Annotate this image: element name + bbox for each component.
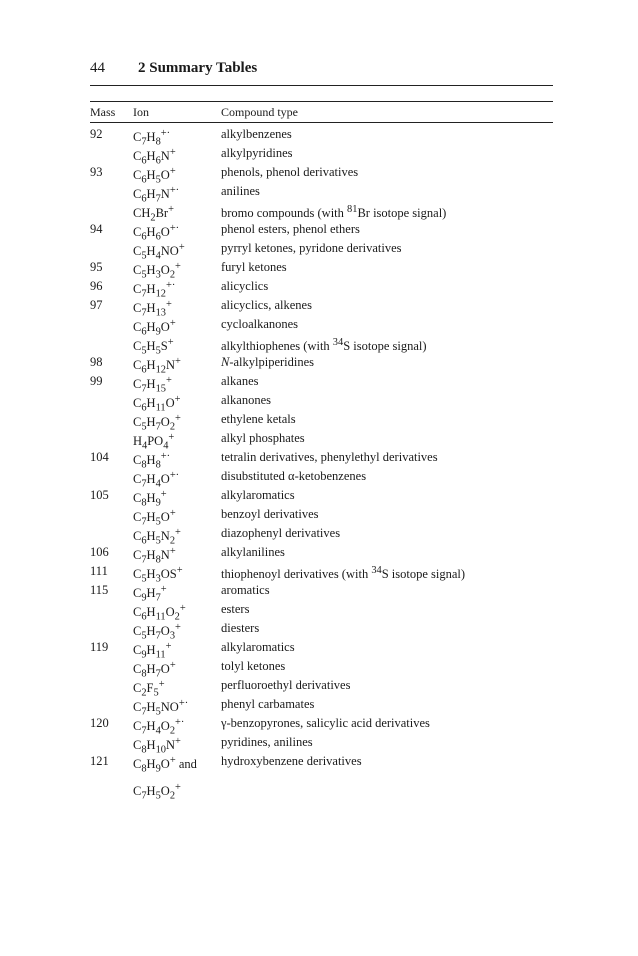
mass-cell: 105 (90, 488, 109, 502)
col-header-type: Compound type (221, 105, 298, 119)
ion-cell: $C_8H_8^{+\cdot}$ (133, 451, 171, 471)
col-header-ion: Ion (133, 105, 149, 119)
table-row (0, 469, 638, 488)
ion-cell: $C_6H_9O^+$ (133, 318, 176, 338)
mass-cell: 120 (90, 716, 109, 730)
table-row (0, 222, 638, 241)
compound-type-cell: perfluoroethyl derivatives (221, 678, 351, 692)
compound-type-cell: tetralin derivatives, phenylethyl derivatives (221, 450, 438, 464)
compound-type-cell: diesters (221, 621, 260, 635)
compound-type-cell: diazophenyl derivatives (221, 526, 341, 540)
compound-type-cell: alkanones (221, 393, 271, 407)
compound-type-cell: esters (221, 602, 250, 616)
ion-cell: $C_7H_{15}^+$ (133, 375, 172, 395)
table-row (0, 564, 638, 583)
mass-cell: 98 (90, 355, 103, 369)
ion-cell: $C_5H_3OS^+$ (133, 565, 183, 585)
mass-cell: 97 (90, 298, 103, 312)
ion-cell: $C_7H_{12}^{+\cdot}$ (133, 280, 176, 300)
table-row (0, 659, 638, 678)
table-header-rule (90, 122, 553, 123)
compound-type-cell: anilines (221, 184, 260, 198)
ion-cell: $C_8H_9^+$ (133, 489, 167, 509)
table-row (0, 488, 638, 507)
compound-type-cell: bromo compounds (with $^{81}$Br isotope signal) (221, 204, 447, 221)
compound-type-cell: alkylbenzenes (221, 127, 292, 141)
table-body (0, 127, 638, 802)
table-row (0, 621, 638, 640)
table-row (0, 735, 638, 754)
header-rule (90, 85, 553, 86)
table-row (0, 241, 638, 260)
table-row (0, 260, 638, 279)
compound-type-cell: alkylaromatics (221, 640, 295, 654)
compound-type-cell: pyridines, anilines (221, 735, 313, 749)
ion-cell: $C_6H_{12}N^+$ (133, 356, 181, 376)
col-header-mass: Mass (90, 105, 116, 119)
table-row (0, 678, 638, 697)
compound-type-cell: tolyl ketones (221, 659, 286, 673)
ion-cell: $C_7H_5O^+$ (133, 508, 176, 528)
table-row (0, 355, 638, 374)
ion-cell: $C_2F_5^+$ (133, 679, 165, 699)
compound-type-cell: benzoyl derivatives (221, 507, 319, 521)
ion-cell: $C_6H_6O^{+\cdot}$ (133, 223, 180, 243)
ion-cell: $C_6H_5O^+$ (133, 166, 176, 186)
compound-type-cell: hydroxybenzene derivatives (221, 754, 362, 768)
mass-cell: 94 (90, 222, 103, 236)
ion-cell: $C_8H_9O^+$ and $C_7H_5O_2^+$ (133, 755, 197, 802)
table-row (0, 184, 638, 203)
compound-type-cell: alkyl phosphates (221, 431, 305, 445)
ion-cell: $H_4PO_4^+$ (133, 432, 175, 452)
table-row (0, 127, 638, 146)
compound-type-cell: alkylthiophenes (with $^{34}$S isotope signal) (221, 337, 427, 354)
ion-cell: $C_7H_4O^{+\cdot}$ (133, 470, 180, 490)
mass-cell: 111 (90, 564, 108, 578)
compound-type-cell: N-alkylpiperidines (221, 355, 315, 369)
table-row (0, 279, 638, 298)
ion-cell: $C_5H_5S^+$ (133, 337, 174, 357)
table-row (0, 146, 638, 165)
table-row (0, 393, 638, 412)
compound-type-cell: furyl ketones (221, 260, 287, 274)
table-row (0, 336, 638, 355)
mass-cell: 92 (90, 127, 103, 141)
compound-type-cell: alkanes (221, 374, 259, 388)
ion-cell: $C_5H_4NO^+$ (133, 242, 185, 262)
compound-type-cell: γ-benzopyrones, salicylic acid derivatives (221, 716, 430, 730)
table-row (0, 640, 638, 659)
table-row (0, 165, 638, 184)
table-row (0, 374, 638, 393)
mass-cell: 106 (90, 545, 109, 559)
table-row (0, 526, 638, 545)
mass-cell: 93 (90, 165, 103, 179)
mass-cell: 119 (90, 640, 109, 654)
table-row (0, 602, 638, 621)
compound-type-cell: phenol esters, phenol ethers (221, 222, 360, 236)
mass-cell: 115 (90, 583, 109, 597)
ion-cell: $C_8H_7O^+$ (133, 660, 176, 680)
ion-cell: $C_6H_7N^{+\cdot}$ (133, 185, 180, 205)
ion-cell: $C_6H_{11}O_2^+$ (133, 603, 186, 623)
mass-cell: 95 (90, 260, 103, 274)
ion-cell: $C_5H_7O_3^+$ (133, 622, 181, 642)
mass-cell: 99 (90, 374, 103, 388)
compound-type-cell: cycloalkanones (221, 317, 299, 331)
compound-type-cell: alkylaromatics (221, 488, 295, 502)
table-row (0, 412, 638, 431)
ion-cell: $C_6H_{11}O^+$ (133, 394, 181, 414)
mass-cell: 121 (90, 754, 109, 768)
table-row (0, 545, 638, 564)
compound-type-cell: pyrryl ketones, pyridone derivatives (221, 241, 402, 255)
ion-cell: $C_9H_{11}^+$ (133, 641, 172, 661)
ion-cell: $C_5H_3O_2^+$ (133, 261, 181, 281)
table-row (0, 431, 638, 450)
compound-type-cell: phenols, phenol derivatives (221, 165, 359, 179)
ion-cell: $C_6H_5N_2^+$ (133, 527, 181, 547)
ion-cell: $CH_2Br^+$ (133, 204, 174, 224)
mass-cell: 104 (90, 450, 109, 464)
table-row (0, 507, 638, 526)
table-row (0, 298, 638, 317)
compound-type-cell: aromatics (221, 583, 270, 597)
ion-cell: $C_7H_4O_2^{+\cdot}$ (133, 717, 185, 737)
table-row (0, 203, 638, 222)
compound-type-cell: alkylanilines (221, 545, 285, 559)
ion-cell: $C_7H_8N^+$ (133, 546, 176, 566)
ion-cell: $C_6H_6N^+$ (133, 147, 176, 167)
table-row (0, 697, 638, 716)
compound-type-cell: alkylpyridines (221, 146, 293, 160)
table-row (0, 754, 638, 802)
table-row (0, 716, 638, 735)
compound-type-cell: alicyclics (221, 279, 269, 293)
table-row (0, 450, 638, 469)
compound-type-cell: disubstituted α-ketobenzenes (221, 469, 367, 483)
mass-cell: 96 (90, 279, 103, 293)
compound-type-cell: alicyclics, alkenes (221, 298, 312, 312)
table-row (0, 583, 638, 602)
ion-cell: $C_7H_8^{+\cdot}$ (133, 128, 171, 148)
ion-cell: $C_7H_5NO^{+\cdot}$ (133, 698, 189, 718)
ion-cell: $C_7H_{13}^+$ (133, 299, 172, 319)
table-top-rule (90, 101, 553, 102)
compound-type-cell: phenyl carbamates (221, 697, 315, 711)
chapter-title: 2 Summary Tables (138, 60, 258, 76)
compound-type-cell: ethylene ketals (221, 412, 296, 426)
page-number: 44 (90, 60, 105, 76)
ion-cell: $C_5H_7O_2^+$ (133, 413, 181, 433)
table-row (0, 317, 638, 336)
ion-cell: $C_8H_{10}N^+$ (133, 736, 181, 756)
ion-cell: $C_9H_7^+$ (133, 584, 167, 604)
compound-type-cell: thiophenoyl derivatives (with $^{34}$S isotope signal) (221, 565, 466, 582)
